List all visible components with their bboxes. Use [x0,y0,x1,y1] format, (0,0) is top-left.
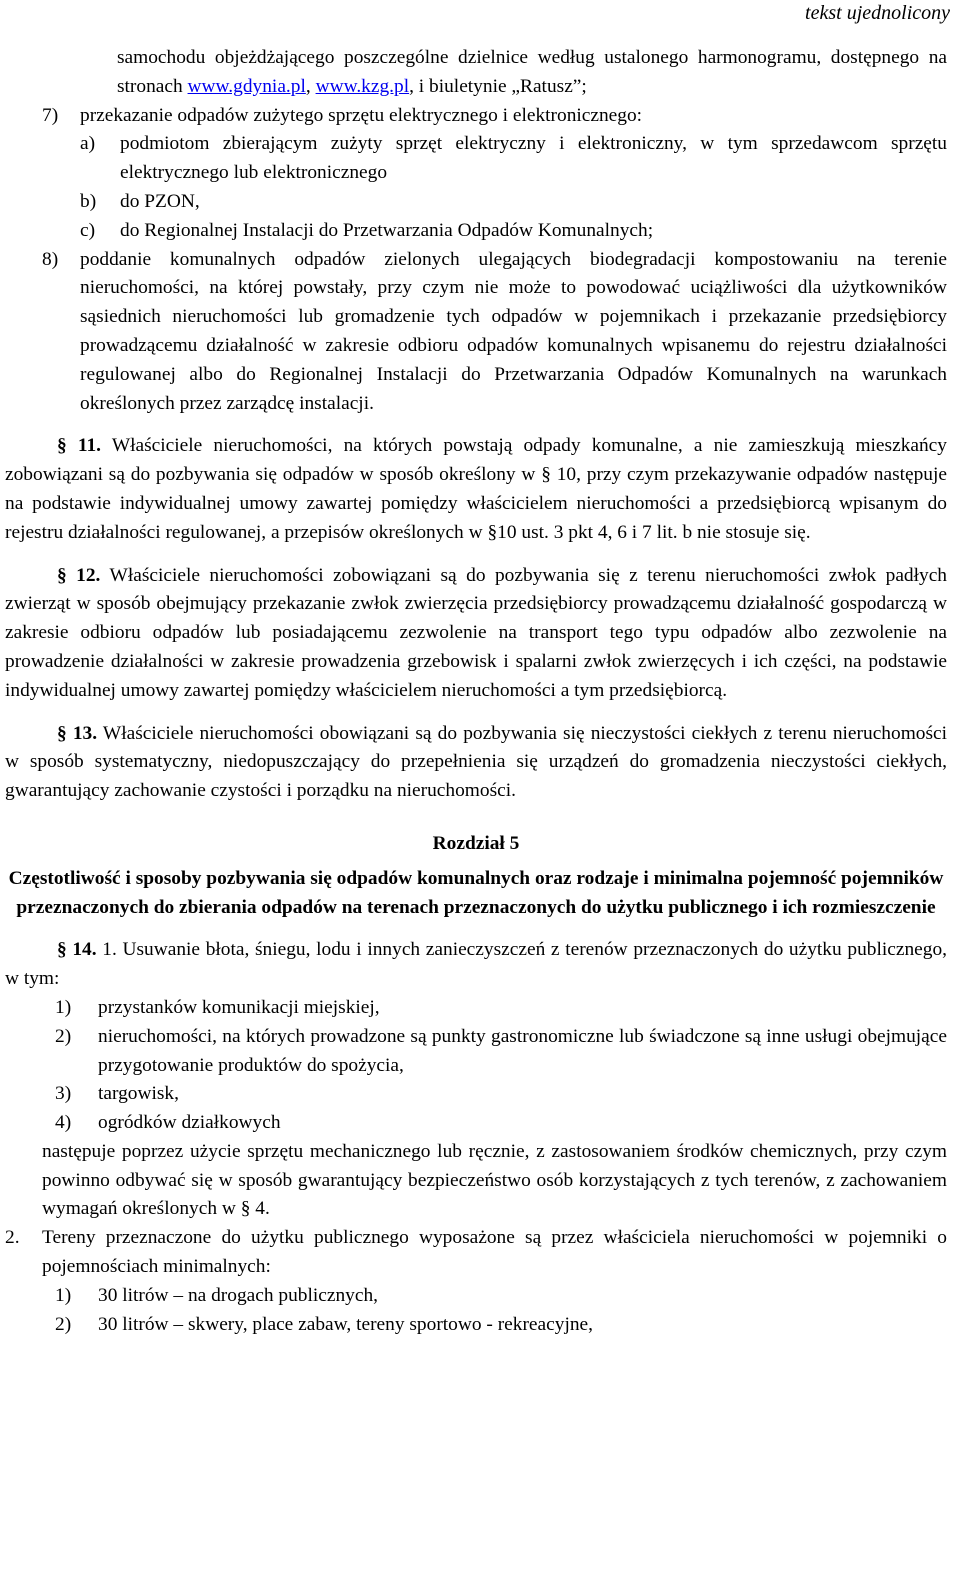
sublist-item-c [5,217,947,246]
section-14-list-item-2 [5,1023,947,1081]
item-text: 30 litrów – skwery, place zabaw, tereny sportowo - rekreacyjne, [98,1313,593,1335]
point-number: 2. [5,1227,20,1249]
document-header-label: tekst ujednolicony [805,2,950,24]
section-11-label: § 11. [57,435,102,457]
section-14-paragraph [5,936,947,994]
subitem-letter: b) [80,190,97,212]
section-12-paragraph [5,562,947,706]
section-13-text: Właściciele nieruchomości obowiązani są do pozbywania się nieczystości ciekłych z terenu nieruchomości w sposób systematyczny, niedopuszczający do przepełnienia się urządzeń do gromadzenia nieczystości ciekłych, gwarantujący zachowanie czystości i porządku na nieruchomości. [5,722,948,802]
item-number: 2) [55,1313,72,1335]
list-item-8 [5,246,947,419]
sublist-item-b [5,188,947,217]
section-13-label: § 13. [57,722,98,744]
item-number: 3) [55,1083,72,1105]
continuation-text: samochodu objeżdżającego poszczególne dzielnice według ustalonego harmonogramu, dostępnego na stronach [117,47,947,97]
item-number: 8) [42,248,59,270]
item-text: poddanie komunalnych odpadów zielonych ulegających biodegradacji kompostowaniu na terenie nieruchomości, na której powstały, przy czym nie może to powodować uciążliwości dla użytkowników sąsiednich nieruchomości lub gromadzenie tych odpadów w pojemnikach i przekazanie przedsiębiorcy prowadzącemu działalność w zakresie odbioru odpadów komunalnych wpisanemu do rejestru działalności regulowanej albo do Regionalnej Instalacji do Przetwarzania Odpadów Komunalnych na warunkach określonych przez zarządcę instalacji. [80,248,947,414]
list-item-7 [5,102,947,131]
subitem-text: do PZON, [120,190,200,212]
section-11-text: Właściciele nieruchomości, na których powstają odpady komunalne, a nie zamieszkują mieszkańcy zobowiązani są do pozbywania się odpadów w sposób określony w § 10, przy czym przekazywanie odpadów następuje na podstawie indywidualnej umowy zawartej pomiędzy właścicielem nieruchomości a przedsiębiorcą wpisanym do rejestru działalności regulowanej, a przepisów określonych w §10 ust. 3 pkt 4, 6 i 7 lit. b nie stosuje się. [5,435,947,543]
section-14-label: § 14. [57,939,97,961]
section-11-paragraph [5,432,947,547]
section-14-list-item-1 [5,994,947,1023]
chapter-number: Rozdział 5 [432,832,520,854]
subitem-letter: a) [80,133,96,155]
gdynia-link[interactable]: www.gdynia.pl [187,75,306,97]
item-number: 1) [55,996,72,1018]
link-separator: , [305,75,316,97]
item-text: 30 litrów – na drogach publicznych, [98,1284,379,1306]
capacity-list-item-2 [5,1311,947,1340]
section-14-closing-text: następuje poprzez użycie sprzętu mechanicznego lub ręcznie, z zastosowaniem środków chemicznych, przy czym powinno odbywać się w sposób gwarantujący bezpieczeństwo osób korzystających z tych terenów, z zachowaniem wymagań określonych w § 4. [42,1140,947,1220]
item-number: 4) [55,1112,72,1134]
continuation-paragraph [5,44,947,102]
section-13-paragraph [5,720,947,806]
continuation-end: , i biuletynie „Ratusz”; [409,75,587,97]
document-body [5,44,947,1339]
subitem-text: do Regionalnej Instalacji do Przetwarzania Odpadów Komunalnych; [120,219,654,241]
chapter-title: Częstotliwość i sposoby pozbywania się odpadów komunalnych oraz rodzaje i minimalna pojemność pojemników przeznaczonych do zbierania odpadów na terenach przeznaczonych do użytku publicznego i ich rozmieszczenie [8,867,944,918]
section-14-list-item-4 [5,1109,947,1138]
section-14-point-text: Usuwanie błota, śniegu, lodu i innych zanieczyszczeń z terenów przeznaczonych do użytku publicznego, w tym: [5,939,947,990]
item-number: 1) [55,1284,72,1306]
item-text: przystanków komunikacji miejskiej, [98,996,380,1018]
point-text: Tereny przeznaczone do użytku publicznego wyposażone są przez właściciela nieruchomości w pojemniki o pojemnościach minimalnych: [42,1227,947,1278]
item-number: 7) [42,104,59,126]
capacity-list-item-1 [5,1282,947,1311]
section-12-text: Właściciele nieruchomości zobowiązani są do pozbywania się z terenu nieruchomości zwłok padłych zwierząt w sposób obejmujący przekazanie zwłok zwierzęcia przedsiębiorcy prowadzącemu działalność gospodarczą w zakresie odbioru odpadów lub posiadającemu zezwolenie na transport tego typu odpadów albo zezwolenie na prowadzenie działalności w zakresie prowadzenia grzebowisk i spalarni zwłok zwierzęcych i ich części, na podstawie indywidualnej umowy zawartej pomiędzy właścicielem nieruchomości a tym przedsiębiorcą. [5,564,947,701]
item-text: targowisk, [98,1083,179,1105]
subitem-letter: c) [80,219,96,241]
section-14-list-item-3 [5,1080,947,1109]
subitem-text: podmiotom zbierającym zużyty sprzęt elektryczny i elektroniczny, w tym sprzedawcom sprzętu elektrycznego lub elektronicznego [120,133,947,184]
item-number: 2) [55,1025,72,1047]
sublist-item-a [5,130,947,188]
section-14-point-2 [5,1224,947,1282]
item-text: ogródków działkowych [98,1112,281,1134]
kzg-link[interactable]: www.kzg.pl [315,75,410,97]
section-14-point-number: 1. [102,939,117,961]
item-text: przekazanie odpadów zużytego sprzętu elektrycznego i elektronicznego: [80,104,643,126]
section-12-label: § 12. [57,564,101,586]
item-text: nieruchomości, na których prowadzone są punkty gastronomiczne lub świadczone są inne usługi obejmujące przygotowanie produktów do spożycia, [98,1025,947,1076]
